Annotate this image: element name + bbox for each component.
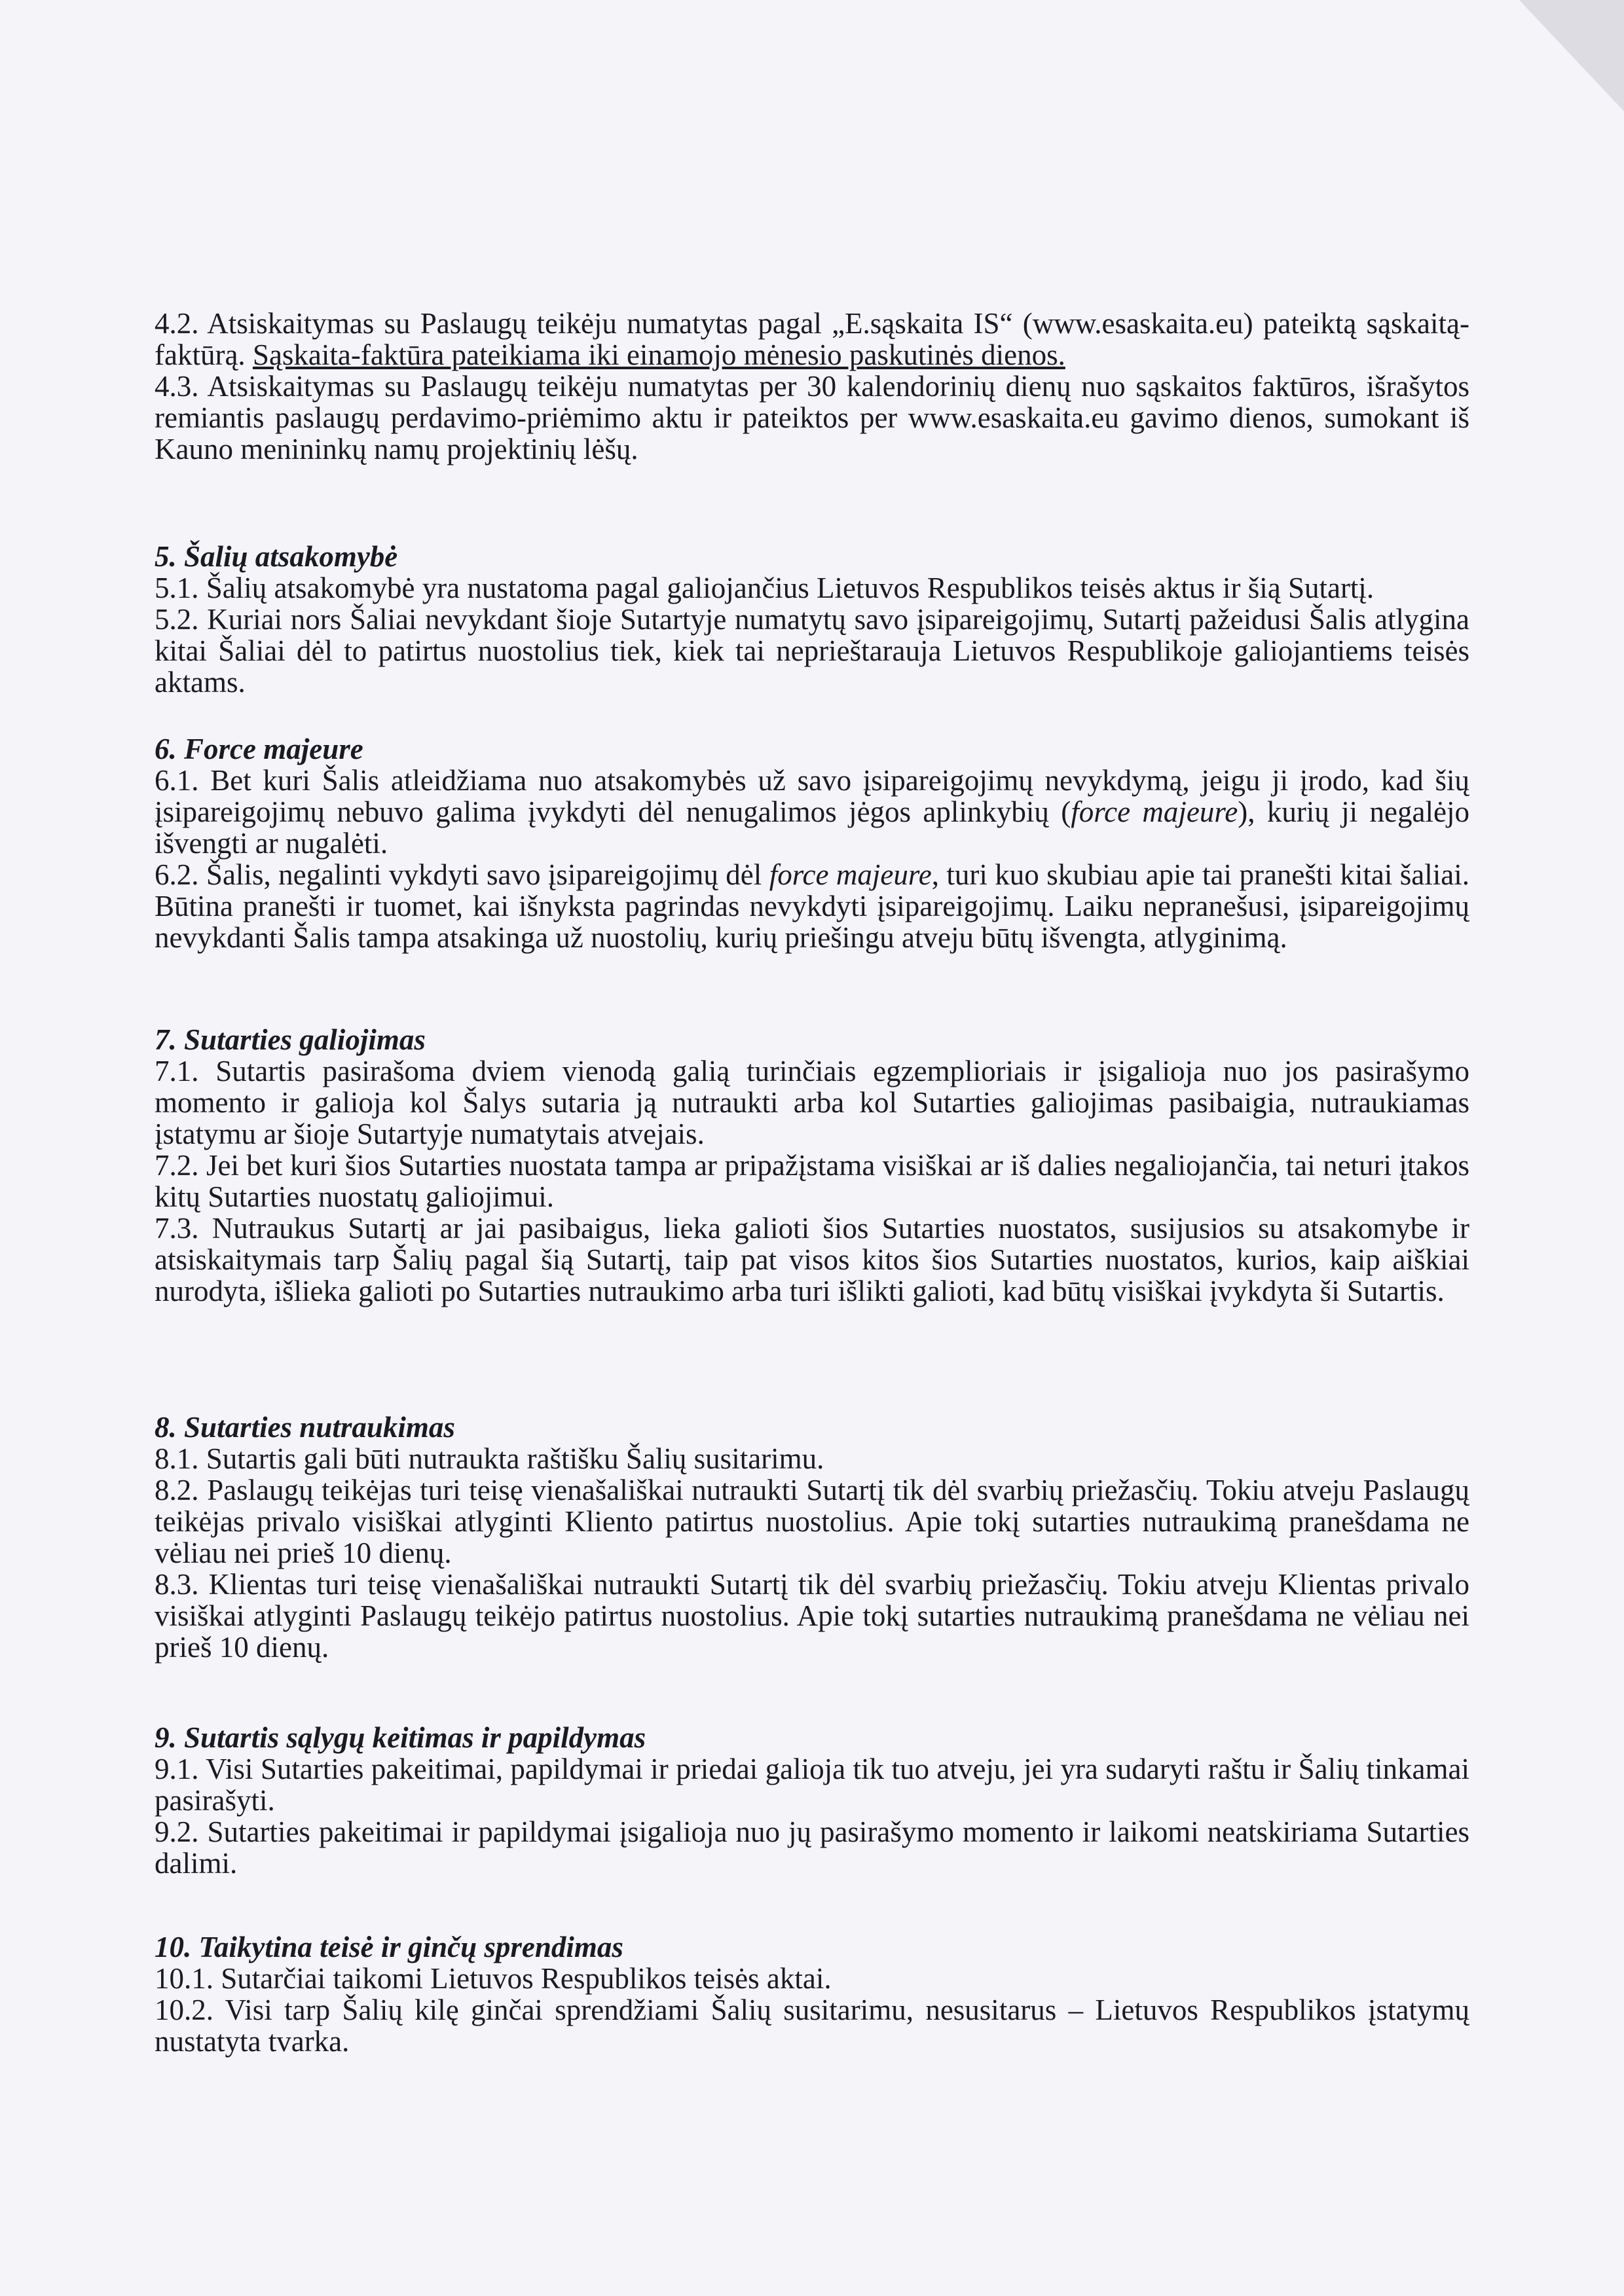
clause-text: 5.2. Kuriai nors Šaliai nevykdant šioje Sutartyje numatytų savo įsipareigojimų, Sutartį pažeidusi Šalis atlygina kitai Šaliai dėl to patirtus nuostolius tiek, kiek tai neprieštarauja Lietuvos Respublikoje galiojantiems teisės aktams.: [155, 603, 1469, 699]
clause-text: 8.3. Klientas turi teisę vienašališkai nutraukti Sutartį tik dėl svarbių priežasčių. Tokiu atveju Klientas privalo visiškai atlyginti Paslaugų teikėjo patirtus nuostolius. Apie tokį sutarties nutraukimą pranešdama ne vėliau nei prieš 10 dienų.: [155, 1568, 1469, 1664]
section-5: [155, 1722, 1469, 1879]
clause-text: 7.1. Sutartis pasirašoma dviem vienodą galią turinčiais egzemplioriais ir įsigalioja nuo jos pasirašymo momento ir galioja kol Šalys sutaria ją nutraukti arba kol Sutarties galiojimas pasibaigia, nutraukiamas įstatymu ar šioje Sutartyje numatytais atvejais.: [155, 1055, 1469, 1150]
underlined-text: Sąskaita-faktūra pateikiama iki einamojo mėnesio paskutinės dienos.: [252, 338, 1065, 371]
folded-page-corner: [1519, 0, 1624, 111]
clause-text: 4.2. Atsiskaitymas su Paslaugų teikėju numatytas pagal „E.sąskaita IS“ (www.esaskaita.eu) pateiktą sąskaitą-faktūrą.: [155, 307, 1469, 371]
clause-paragraph: [155, 1963, 1469, 1994]
clause-text: 4.3. Atsiskaitymas su Paslaugų teikėju numatytas per 30 kalendorinių dienų nuo sąskaitos faktūros, išrašytos remiantis paslaugų perdavimo-priėmimo aktu ir pateiktos per www.esaskaita.eu gavimo dienos, sumokant iš Kauno menininkų namų projektinių lėšų.: [155, 370, 1469, 465]
section-4: [155, 1412, 1469, 1663]
section-heading: 6. Force majeure: [155, 733, 363, 765]
section-2: [155, 733, 1469, 953]
clause-text: 10.1. Sutarčiai taikomi Lietuvos Respublikos teisės aktai.: [155, 1962, 832, 1995]
clause-paragraph: [155, 1150, 1469, 1212]
clause-paragraph: [155, 859, 1469, 953]
section-6: [155, 1931, 1469, 2057]
clause-text: 5.1. Šalių atsakomybė yra nustatoma pagal galiojančius Lietuvos Respublikos teisės aktus ir šią Sutartį.: [155, 572, 1375, 604]
section-heading: 7. Sutarties galiojimas: [155, 1023, 426, 1056]
clause-paragraph: [155, 308, 1469, 371]
clause-paragraph: [155, 604, 1469, 698]
clause-text: 9.1. Visi Sutarties pakeitimai, papildymai ir priedai galioja tik tuo atveju, jei yra sudaryti raštu ir Šalių tinkamai pasirašyti.: [155, 1753, 1469, 1817]
italic-term: force majeure: [769, 858, 932, 891]
clause-text: 7.3. Nutraukus Sutartį ar jai pasibaigus, lieka galioti šios Sutarties nuostatos, susijusios su atsakomybe ir atsiskaitymais tarp Šalių pagal šią Sutartį, taip pat visos kitos šios Sutarties nuostatos, kurios, kaip aiškiai nurodyta, išlieka galioti po Sutarties nutraukimo arba turi išlikti galioti, kad būtų visiškai įvykdyta ši Sutartis.: [155, 1212, 1469, 1307]
clause-text: 7.2. Jei bet kuri šios Sutarties nuostata tampa ar pripažįstama visiškai ar iš dalies negaliojančia, tai neturi įtakos kitų Sutarties nuostatų galiojimui.: [155, 1149, 1469, 1213]
clause-text: , turi kuo skubiau apie tai pranešti kitai šaliai. Būtina pranešti ir tuomet, kai išnyksta pagrindas nevykdyti įsipareigojimų. Laiku nepranešusi, įsipareigojimų nevykdanti Šalis tampa atsakinga už nuostolių, kurių priešingu atveju būtų išvengta, atlyginimą.: [155, 858, 1469, 954]
clause-paragraph: [155, 1569, 1469, 1663]
clause-text: 10.2. Visi tarp Šalių kilę ginčai sprendžiami Šalių susitarimu, nesusitarus – Lietuvos Respublikos įstatymų nustatyta tvarka.: [155, 1994, 1469, 2058]
clause-paragraph: [155, 1816, 1469, 1879]
section-0: [155, 308, 1469, 465]
clause-paragraph: [155, 572, 1469, 604]
section-heading: 5. Šalių atsakomybė: [155, 540, 398, 573]
clause-paragraph: [155, 1443, 1469, 1474]
clause-text: 8.2. Paslaugų teikėjas turi teisę vienašališkai nutraukti Sutartį tik dėl svarbių priežasčių. Tokiu atveju Paslaugų teikėjas privalo visiškai atlyginti Kliento patirtus nuostolius. Apie tokį sutarties nutraukimą pranešdama ne vėliau nei prieš 10 dienų.: [155, 1474, 1469, 1569]
clause-text: 8.1. Sutartis gali būti nutraukta raštišku Šalių susitarimu.: [155, 1442, 824, 1475]
clause-text: ), kurių ji negalėjo išvengti ar nugalėti.: [155, 795, 1469, 860]
section-heading: 8. Sutarties nutraukimas: [155, 1411, 455, 1444]
clause-paragraph: [155, 765, 1469, 859]
clause-paragraph: [155, 1753, 1469, 1816]
section-heading: 9. Sutartis sąlygų keitimas ir papildymas: [155, 1721, 646, 1754]
clause-paragraph: [155, 371, 1469, 465]
italic-term: force majeure: [1071, 795, 1238, 828]
clause-paragraph: [155, 1474, 1469, 1569]
clause-paragraph: [155, 1212, 1469, 1307]
section-3: [155, 1024, 1469, 1307]
clause-paragraph: [155, 1055, 1469, 1150]
clause-text: 9.2. Sutarties pakeitimai ir papildymai įsigalioja nuo jų pasirašymo momento ir laikomi neatskiriama Sutarties dalimi.: [155, 1815, 1469, 1880]
clause-text: 6.1. Bet kuri Šalis atleidžiama nuo atsakomybės už savo įsipareigojimų nevykdymą, jeigu ji įrodo, kad šių įsipareigojimų nebuvo galima įvykdyti dėl nenugalimos jėgos aplinkybių (: [155, 764, 1469, 828]
section-heading: 10. Taikytina teisė ir ginčų sprendimas: [155, 1931, 623, 1963]
clause-text: 6.2. Šalis, negalinti vykdyti savo įsipareigojimų dėl: [155, 858, 769, 891]
clause-paragraph: [155, 1994, 1469, 2057]
section-1: [155, 541, 1469, 698]
